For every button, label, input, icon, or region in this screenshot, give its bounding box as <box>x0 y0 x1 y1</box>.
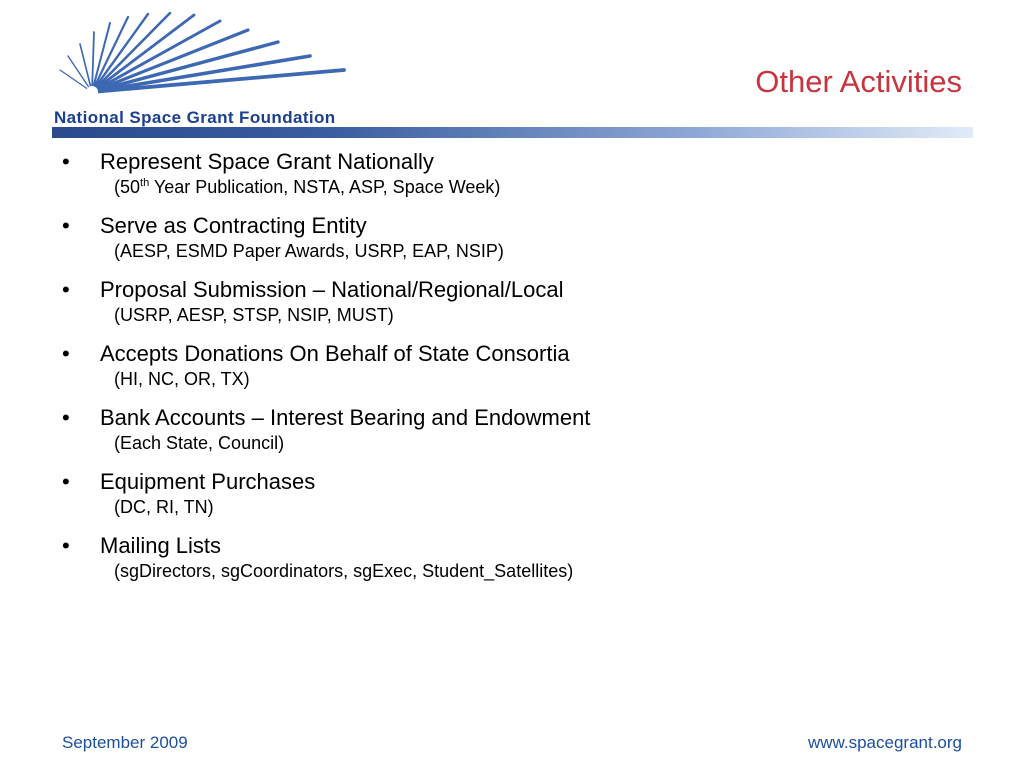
list-item <box>62 468 962 519</box>
list-item <box>62 212 962 263</box>
list-item <box>62 532 962 583</box>
list-item <box>62 276 962 327</box>
bullet-subtext: (DC, RI, TN) <box>114 497 214 517</box>
list-item <box>62 340 962 391</box>
bullet-point-icon: • <box>62 149 70 174</box>
bullet-point-icon: • <box>62 405 70 430</box>
header-divider <box>52 127 973 138</box>
bullet-text: Bank Accounts – Interest Bearing and Endowment <box>100 405 591 430</box>
bullet-text: Accepts Donations On Behalf of State Consortia <box>100 341 570 366</box>
foundation-logo <box>52 12 372 127</box>
bullet-text: Proposal Submission – National/Regional/Local <box>100 277 564 302</box>
bullet-point-icon: • <box>62 469 70 494</box>
logo-text: National Space Grant Foundation <box>54 108 336 127</box>
sunburst-rays-icon <box>52 12 372 112</box>
bullet-subtext-prefix: (50 <box>114 177 141 197</box>
bullet-list <box>62 148 962 596</box>
footer-date: September 2009 <box>62 733 188 752</box>
bullet-point-icon: • <box>62 277 70 302</box>
list-item <box>62 404 962 455</box>
bullet-point-icon: • <box>62 533 70 558</box>
bullet-subtext: (HI, NC, OR, TX) <box>114 369 250 389</box>
bullet-text: Mailing Lists <box>100 533 222 558</box>
page-title: Other Activities <box>755 64 962 99</box>
bullet-subtext: (AESP, ESMD Paper Awards, USRP, EAP, NSIP) <box>114 241 504 261</box>
bullet-point-icon: • <box>62 213 70 238</box>
bullet-text: Equipment Purchases <box>100 469 316 494</box>
bullet-subtext <box>100 175 962 199</box>
bullet-subtext: (sgDirectors, sgCoordinators, sgExec, Student_Satellites) <box>114 561 574 581</box>
bullet-subtext: (Each State, Council) <box>114 433 285 453</box>
bullet-subtext-rest: Year Publication, NSTA, ASP, Space Week) <box>149 177 501 197</box>
footer-website-link[interactable]: www.spacegrant.org <box>807 733 962 752</box>
bullet-point-icon: • <box>62 341 70 366</box>
list-item <box>62 148 962 199</box>
bullet-subtext: (USRP, AESP, STSP, NSIP, MUST) <box>114 305 394 325</box>
ordinal-superscript: th <box>140 177 150 189</box>
bullet-text: Represent Space Grant Nationally <box>100 149 434 174</box>
bullet-text: Serve as Contracting Entity <box>100 213 367 238</box>
